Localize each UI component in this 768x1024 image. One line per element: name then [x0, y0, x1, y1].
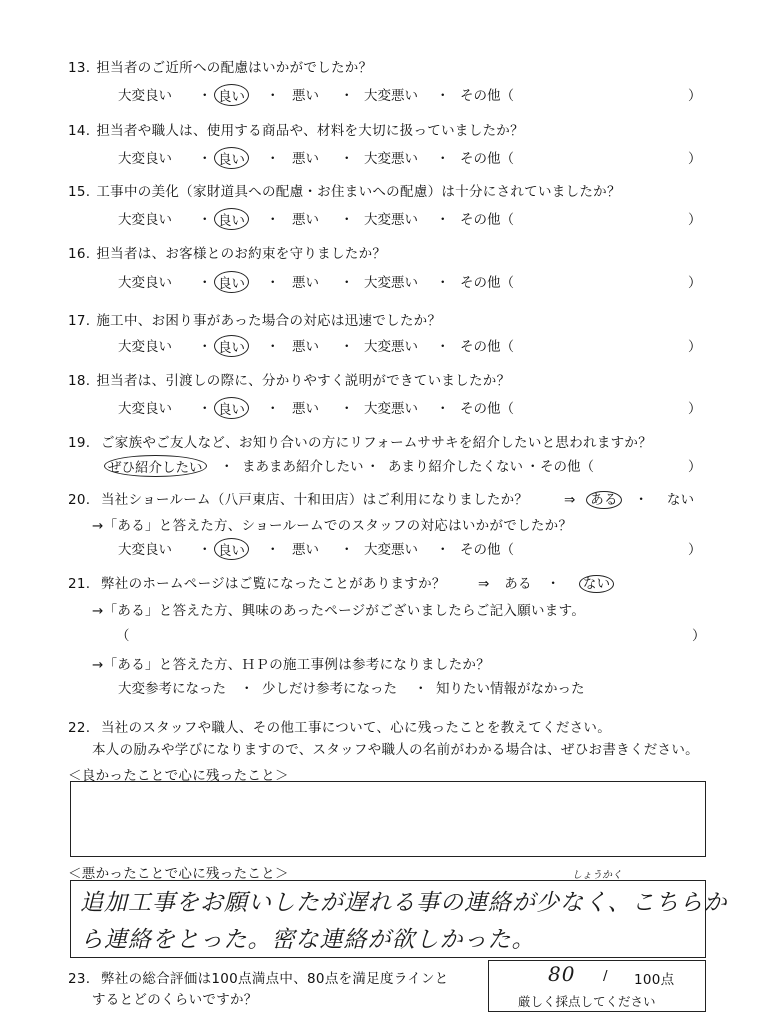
question-text: 弊社の総合評価は100点満点中、80点を満足度ラインと: [100, 971, 449, 987]
q14-rating: [118, 147, 702, 168]
question-20: [68, 488, 528, 508]
option-very-bad[interactable]: 大変悪い: [364, 542, 418, 558]
question-number: 22.: [68, 720, 91, 736]
option-sep: ・: [220, 459, 234, 475]
q21-hp-options: [118, 677, 678, 697]
option-sep: ・: [436, 151, 450, 167]
option-sep: ・: [340, 275, 354, 291]
option-good[interactable]: 良い: [214, 538, 249, 560]
option-very-bad[interactable]: 大変悪い: [364, 88, 418, 104]
option-sep: ・: [436, 542, 450, 558]
option-other[interactable]: その他（: [460, 542, 514, 558]
option-close: ）: [688, 542, 702, 558]
option-sep: ・: [436, 212, 450, 228]
option-very-bad[interactable]: 大変悪い: [364, 151, 418, 167]
q17-rating: [118, 335, 702, 356]
option-sep: ・: [266, 212, 280, 228]
option-other[interactable]: その他（: [460, 212, 514, 228]
option-sep: ・: [340, 401, 354, 417]
question-text: 当社のスタッフや職人、その他工事について、心に残ったことを教えてください。: [100, 720, 612, 736]
option-good[interactable]: 良い: [214, 397, 249, 419]
option-sep: ・: [266, 275, 280, 291]
option-other[interactable]: その他（: [460, 275, 514, 291]
good-memory-label: ＜良かったことで心に残ったこと＞: [68, 768, 289, 784]
question-text: 当社ショールーム（八戸東店、十和田店）はご利用になりましたか？: [100, 492, 529, 508]
q21-open-paren: （: [116, 628, 130, 644]
q20-rating: [118, 538, 702, 559]
option-other[interactable]: その他（: [460, 339, 514, 355]
question-21: [68, 572, 446, 592]
question-number: 14.: [68, 123, 91, 139]
option-sep: ・: [546, 576, 561, 592]
option-sep: ・: [414, 681, 428, 697]
option-very-bad[interactable]: 大変悪い: [364, 401, 418, 417]
option-close: ）: [688, 88, 702, 104]
option-very-bad[interactable]: 大変悪い: [364, 212, 418, 228]
option-other[interactable]: その他（: [460, 88, 514, 104]
option-sep: ・: [436, 401, 450, 417]
option-sep: ・: [340, 88, 354, 104]
option-other[interactable]: その他（: [540, 459, 594, 475]
question-17: [68, 309, 441, 329]
handwritten-ruby: しょうかく: [572, 870, 622, 881]
option-sep: ・: [366, 459, 380, 475]
question-number: 20.: [68, 492, 91, 508]
arrow-icon: ⇒: [478, 576, 490, 592]
option-strongly-recommend[interactable]: ぜひ紹介したい: [104, 455, 207, 477]
option-good[interactable]: 良い: [214, 335, 249, 357]
option-close: ）: [688, 459, 702, 475]
option-good[interactable]: 良い: [214, 208, 249, 230]
option-other[interactable]: その他（: [460, 151, 514, 167]
option-very-good[interactable]: 大変良い: [118, 401, 172, 417]
option-sep: ・: [198, 275, 212, 291]
option-bad[interactable]: 悪い: [292, 151, 319, 167]
question-text: 担当者は、引渡しの際に、分かりやすく説明ができていましたか？: [96, 373, 511, 389]
question-number: 21.: [68, 576, 91, 592]
option-sep: ・: [340, 212, 354, 228]
question-number: 15.: [68, 184, 91, 200]
option-sep: ・: [198, 212, 212, 228]
option-very-good[interactable]: 大変良い: [118, 212, 172, 228]
question-text: 施工中、お困り事があった場合の対応は迅速でしたか？: [96, 313, 442, 329]
option-close: ）: [688, 151, 702, 167]
option-sep: ・: [436, 88, 450, 104]
bad-memory-label: ＜悪かったことで心に残ったこと＞: [68, 866, 289, 882]
option-sep: ・: [436, 339, 450, 355]
score-value[interactable]: 80: [548, 962, 576, 986]
question-text: 担当者のご近所への配慮はいかがでしたか？: [96, 60, 373, 76]
answer-no[interactable]: ない: [579, 575, 615, 593]
question-23: [68, 967, 449, 987]
option-sep: ・: [266, 542, 280, 558]
option-bad[interactable]: 悪い: [292, 542, 319, 558]
option-sep: ・: [198, 339, 212, 355]
question-number: 23.: [68, 971, 91, 987]
option-sep: ・: [266, 88, 280, 104]
option-sep: ・: [266, 339, 280, 355]
q18-rating: [118, 397, 702, 418]
option-bad[interactable]: 悪い: [292, 275, 319, 291]
q22-instruction: 本人の励みや学びになりますので、スタッフや職人の名前がわかる場合は、ぜひお書きください。: [92, 742, 699, 758]
option-sep: ・: [198, 151, 212, 167]
option-very-good[interactable]: 大変良い: [118, 88, 172, 104]
q23-line2: するとどのくらいですか？: [92, 992, 258, 1008]
option-no-info[interactable]: 知りたい情報がなかった: [436, 681, 585, 697]
option-sep: ・: [340, 339, 354, 355]
option-bad[interactable]: 悪い: [292, 339, 319, 355]
option-sep: ・: [634, 492, 649, 508]
answer-yes[interactable]: ある: [504, 576, 532, 592]
option-close: ）: [688, 212, 702, 228]
q21-followup-1: →「ある」と答えた方、興味のあったページがございましたらご記入願います。: [92, 603, 586, 619]
option-sep: ・: [198, 88, 212, 104]
bad-memory-text-line2: ら連絡をとった。密な連絡が欲しかった。: [80, 927, 536, 953]
question-text: ご家族やご友人など、お知り合いの方にリフォームササキを紹介したいと思われますか？: [100, 435, 653, 451]
option-good[interactable]: 良い: [214, 271, 249, 293]
question-text: 工事中の美化（家財道具への配慮・お住まいへの配慮）は十分にされていましたか？: [96, 184, 621, 200]
option-bad[interactable]: 悪い: [292, 212, 319, 228]
option-very-good[interactable]: 大変良い: [118, 275, 172, 291]
score-slash: /: [603, 968, 608, 984]
option-bad[interactable]: 悪い: [292, 88, 319, 104]
question-18: [68, 369, 510, 389]
option-other[interactable]: その他（: [460, 401, 514, 417]
question-16: [68, 242, 386, 262]
option-sep: ・: [340, 151, 354, 167]
question-19: [68, 431, 652, 451]
question-13: [68, 56, 372, 76]
q21-close-paren: ）: [692, 628, 706, 644]
arrow-icon: ⇒: [564, 492, 576, 508]
question-text: 担当者は、お客様とのお約束を守りましたか？: [96, 246, 387, 262]
option-very-bad[interactable]: 大変悪い: [364, 275, 418, 291]
question-number: 13.: [68, 60, 91, 76]
question-number: 19.: [68, 435, 91, 451]
option-somewhat-recommend[interactable]: まあまあ紹介したい: [242, 459, 364, 475]
option-sep: ・: [436, 275, 450, 291]
option-good[interactable]: 良い: [214, 84, 249, 106]
option-bad[interactable]: 悪い: [292, 401, 319, 417]
bad-memory-text-line1: 追加工事をお願いしたが遅れる事の連絡が少なく、こちらか: [80, 890, 728, 916]
answer-yes[interactable]: ある: [586, 491, 622, 509]
question-number: 18.: [68, 373, 91, 389]
option-sep: ・: [266, 151, 280, 167]
option-good[interactable]: 良い: [214, 147, 249, 169]
q13-rating: [118, 84, 702, 105]
q15-rating: [118, 208, 702, 229]
option-sep: ・: [266, 401, 280, 417]
option-slightly-helpful[interactable]: 少しだけ参考になった: [262, 681, 397, 697]
option-very-bad[interactable]: 大変悪い: [364, 339, 418, 355]
q20-answers: [564, 488, 694, 508]
answer-no[interactable]: ない: [666, 492, 695, 508]
option-sep: ・: [526, 459, 540, 475]
question-15: [68, 180, 621, 200]
option-very-good[interactable]: 大変良い: [118, 151, 172, 167]
option-sep: ・: [198, 401, 212, 417]
option-close: ）: [688, 401, 702, 417]
option-close: ）: [688, 275, 702, 291]
option-sep: ・: [340, 542, 354, 558]
question-22: [68, 716, 611, 736]
score-max: 100点: [634, 972, 675, 988]
q21-answers: [478, 572, 614, 592]
option-close: ）: [688, 339, 702, 355]
option-sep: ・: [240, 681, 254, 697]
q19-options: [108, 455, 708, 475]
option-sep: ・: [198, 542, 212, 558]
question-14: [68, 119, 524, 139]
option-very-good[interactable]: 大変良い: [118, 339, 172, 355]
question-number: 16.: [68, 246, 91, 262]
question-text: 担当者や職人は、使用する商品や、材料を大切に扱っていましたか？: [96, 123, 524, 139]
option-very-good[interactable]: 大変良い: [118, 542, 172, 558]
question-number: 17.: [68, 313, 91, 329]
good-memory-box[interactable]: [70, 781, 706, 857]
q16-rating: [118, 271, 702, 292]
q20-followup: →「ある」と答えた方、ショールームでのスタッフの対応はいかがでしたか？: [92, 518, 573, 534]
option-not-recommend[interactable]: あまり紹介したくない: [388, 459, 523, 475]
q21-followup-2: →「ある」と答えた方、ＨＰの施工事例は参考になりましたか？: [92, 657, 491, 673]
question-text: 弊社のホームページはご覧になったことがありますか？: [100, 576, 446, 592]
score-note: 厳しく採点してください: [518, 994, 656, 1009]
option-very-helpful[interactable]: 大変参考になった: [118, 681, 226, 697]
